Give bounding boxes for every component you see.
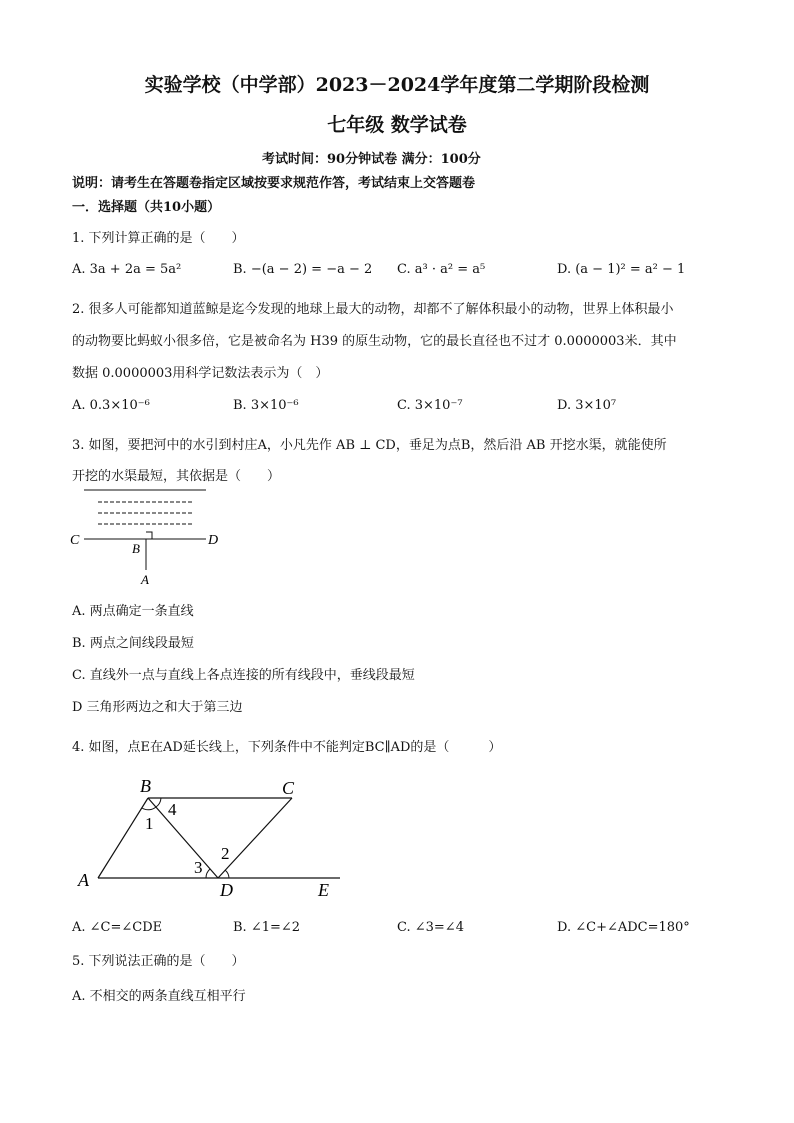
q3-river-figure — [66, 484, 236, 588]
q4-parallelogram-figure — [70, 770, 370, 905]
q2-stem-line1: 2. 很多人可能都知道蓝鲸是迄今发现的地球上最大的动物，却都不了解体积最小的动物，世界上体积最小 — [72, 302, 674, 317]
label-c: C — [70, 533, 80, 548]
label-d: D — [208, 533, 219, 548]
q4-option-d: D. ∠C+∠ADC=180° — [557, 920, 690, 935]
exam-subtitle: 七年级 数学试卷 — [327, 114, 467, 136]
q4-option-a: A. ∠C=∠CDE — [72, 920, 163, 935]
angle-2-arc — [225, 870, 229, 878]
label-b: B — [132, 541, 140, 556]
q4-option-c: C. ∠3=∠4 — [397, 920, 464, 935]
q3-option-b: B. 两点之间线段最短 — [72, 636, 194, 651]
exam-info: 考试时间：90分钟试卷 满分：100分 — [262, 152, 481, 167]
q3-stem-line2: 开挖的水渠最短，其依据是（ ） — [72, 469, 281, 484]
q4-option-b: B. ∠1=∠2 — [233, 920, 301, 935]
label-c: C — [282, 778, 295, 798]
q1-option-c: C. a³ · a² = a⁵ — [397, 262, 486, 277]
angle-1-arc — [142, 807, 156, 810]
label-a: A — [78, 870, 89, 890]
q2-stem-line3: 数据 0.0000003用科学记数法表示为（ ） — [72, 366, 329, 381]
label-angle-1: 1 — [145, 814, 154, 833]
right-angle-mark — [146, 532, 152, 539]
q3-stem-line1: 3. 如图，要把河中的水引到村庄A，小凡先作 AB ⊥ CD，垂足为点B，然后沿 AB 开挖水渠，就能使所 — [72, 438, 667, 453]
q2-option-a: A. 0.3×10⁻⁶ — [72, 398, 150, 413]
q3-option-a: A. 两点确定一条直线 — [72, 604, 194, 619]
q5-stem: 5. 下列说法正确的是（ ） — [72, 954, 245, 969]
q3-option-d: D 三角形两边之和大于第三边 — [72, 700, 243, 715]
section-heading: 一．选择题（共10小题） — [72, 200, 221, 215]
q1-option-a: A. 3a + 2a = 5a² — [72, 262, 182, 277]
label-a: A — [141, 572, 149, 587]
q1-stem: 1. 下列计算正确的是（ ） — [72, 231, 245, 246]
label-angle-4: 4 — [168, 800, 177, 819]
q1-option-d: D. (a − 1)² = a² − 1 — [557, 262, 686, 277]
q5-option-a: A. 不相交的两条直线互相平行 — [72, 989, 246, 1004]
angle-4-arc — [156, 798, 161, 807]
label-angle-3: 3 — [194, 858, 203, 877]
q2-option-b: B. 3×10⁻⁶ — [233, 398, 299, 413]
label-angle-2: 2 — [221, 844, 230, 863]
q2-option-d: D. 3×10⁷ — [557, 398, 617, 413]
segment-cd — [218, 798, 292, 878]
label-b: B — [140, 776, 151, 796]
q1-option-b: B. −(a − 2) = −a − 2 — [233, 262, 373, 277]
exam-title: 实验学校（中学部）2023－2024学年度第二学期阶段检测 — [144, 74, 650, 96]
angle-3-arc — [206, 869, 210, 878]
q4-stem: 4. 如图，点E在AD延长线上，下列条件中不能判定BC∥AD的是（ ） — [72, 740, 502, 755]
q3-option-c: C. 直线外一点与直线上各点连接的所有线段中，垂线段最短 — [72, 668, 415, 683]
q2-stem-line2: 的动物要比蚂蚁小很多倍，它是被命名为 H39 的原生动物，它的最长直径也不过才 0.0000003米．其中 — [72, 334, 677, 349]
q2-option-c: C. 3×10⁻⁷ — [397, 398, 463, 413]
label-d: D — [220, 880, 233, 900]
segment-ab — [98, 798, 148, 878]
instructions: 说明：请考生在答题卷指定区域按要求规范作答，考试结束上交答题卷 — [72, 176, 476, 191]
segment-bd — [148, 798, 218, 878]
label-e: E — [318, 880, 329, 900]
